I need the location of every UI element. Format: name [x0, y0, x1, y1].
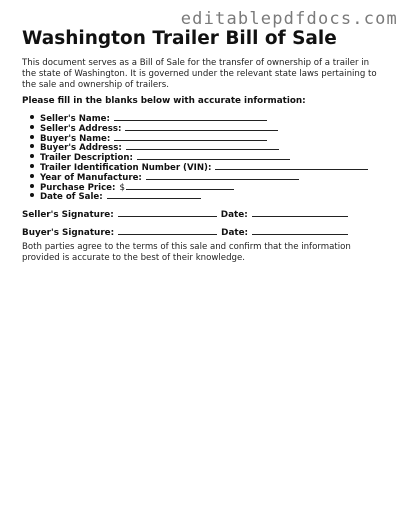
- instruction-heading: Please fill in the blanks below with accurate information:: [22, 96, 306, 106]
- buyers-address-blank[interactable]: [126, 141, 279, 150]
- field-buyers-name: [30, 132, 368, 142]
- year-of-manufacture-blank[interactable]: [146, 171, 299, 180]
- field-label: Buyer's Name:: [40, 133, 111, 144]
- bullet-icon: [30, 144, 34, 148]
- buyers-name-blank[interactable]: [114, 132, 267, 141]
- buyer-signature-label: Buyer's Signature:: [22, 228, 115, 238]
- seller-date-label: Date:: [220, 210, 248, 220]
- field-trailer-description: [30, 151, 368, 164]
- document-title: Washington Trailer Bill of Sale: [22, 28, 337, 49]
- bullet-icon: [30, 135, 34, 139]
- sellers-name-blank[interactable]: [114, 112, 267, 121]
- sellers-address-blank[interactable]: [125, 122, 278, 131]
- trailer-description-blank[interactable]: [137, 151, 290, 160]
- bullet-icon: [30, 125, 34, 129]
- seller-signature-blank[interactable]: [118, 208, 217, 217]
- seller-signature-label: Seller's Signature:: [22, 210, 114, 220]
- bullet-icon: [30, 164, 34, 168]
- field-label: Purchase Price:: [40, 182, 116, 193]
- bullet-icon: [30, 115, 34, 119]
- field-buyers-address: [30, 141, 368, 154]
- buyer-date-blank[interactable]: [252, 226, 348, 235]
- field-label: Year of Manufacture:: [40, 172, 142, 183]
- field-label: Date of Sale:: [40, 192, 103, 203]
- field-sellers-address: [30, 122, 368, 132]
- buyer-signature-blank[interactable]: [118, 226, 217, 235]
- field-label: Seller's Address:: [40, 123, 122, 134]
- purchase-price-blank[interactable]: [126, 181, 234, 190]
- bullet-icon: [30, 174, 34, 178]
- field-date-of-sale: [30, 190, 368, 203]
- seller-signature-line: [22, 208, 348, 220]
- site-watermark: editablepdfdocs.com: [180, 9, 398, 29]
- bullet-icon: [30, 193, 34, 197]
- field-label: Trailer Identification Number (VIN):: [40, 162, 212, 173]
- closing-paragraph: Both parties agree to the terms of this sale and confirm that the information provided is accurate to the best of their knowledge.: [22, 242, 351, 263]
- field-list: [30, 112, 368, 203]
- field-label: Trailer Description:: [40, 153, 133, 164]
- buyer-date-label: Date:: [221, 228, 249, 238]
- currency-prefix: $: [119, 182, 125, 193]
- trailer-vin-blank[interactable]: [215, 161, 368, 170]
- field-label: Buyer's Address:: [40, 143, 122, 154]
- intro-paragraph: This document serves as a Bill of Sale for the transfer of ownership of a trailer in the state of Washington. It is governed under the relevant state laws pertaining to the sale and ownership of trailers.: [22, 58, 377, 90]
- field-year-of-manufacture: [30, 171, 368, 181]
- buyer-signature-line: [22, 226, 348, 238]
- field-trailer-vin: [30, 161, 368, 171]
- field-label: Seller's Name:: [40, 114, 110, 124]
- date-of-sale-blank[interactable]: [107, 190, 201, 199]
- bullet-icon: [30, 154, 34, 158]
- field-sellers-name: [30, 112, 368, 122]
- field-purchase-price: [30, 181, 368, 191]
- seller-date-blank[interactable]: [252, 208, 348, 217]
- bullet-icon: [30, 184, 34, 188]
